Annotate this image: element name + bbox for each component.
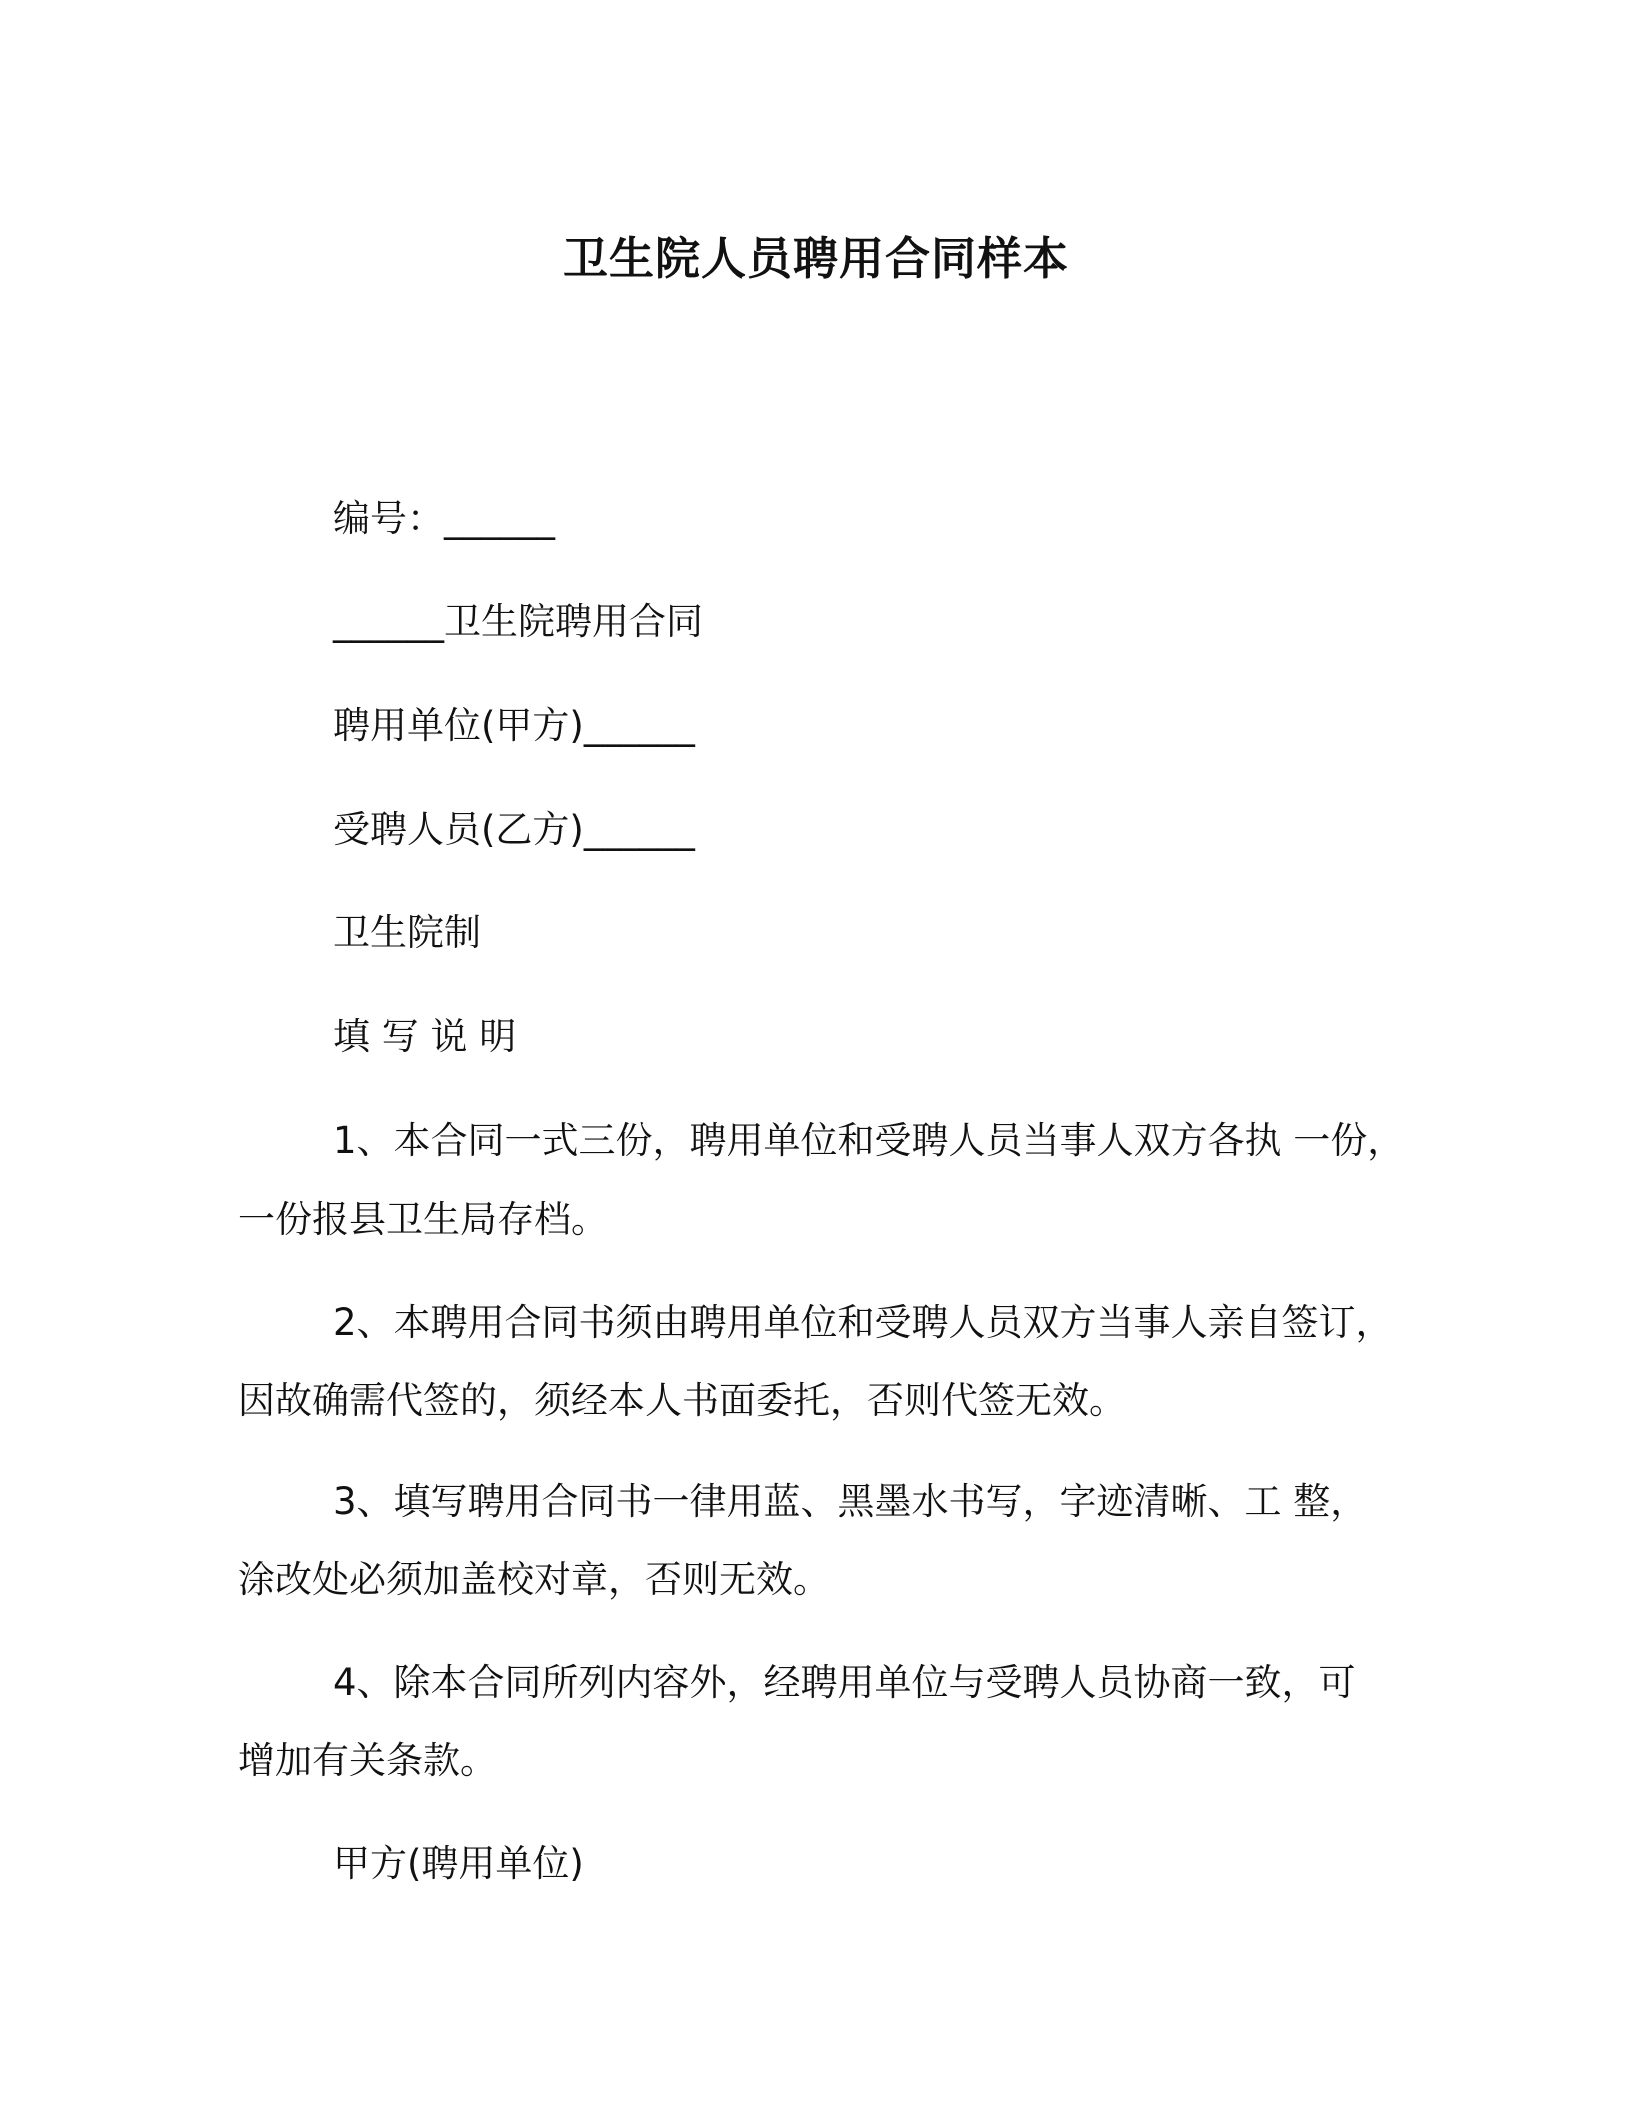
instruction-1-line-2: 一份报县卫生局存档。: [238, 1198, 608, 1241]
instruction-1-line-1: 1、本合同一式三份，聘用单位和受聘人员当事人双方各执 一份，: [333, 1119, 1405, 1162]
contract-name-field: ______卫生院聘用合同: [333, 600, 703, 643]
employee-field: 受聘人员(乙方)______: [333, 808, 695, 851]
instruction-4-line-1: 4、除本合同所列内容外，经聘用单位与受聘人员协商一致，可: [333, 1661, 1356, 1704]
contract-number-field: 编号：______: [333, 497, 555, 540]
instructions-heading: 填 写 说 明: [333, 1015, 517, 1058]
document-title: 卫生院人员聘用合同样本: [562, 232, 1069, 285]
issuer-label: 卫生院制: [333, 911, 481, 954]
instruction-2-line-2: 因故确需代签的，须经本人书面委托，否则代签无效。: [238, 1379, 1126, 1422]
instruction-3-line-1: 3、填写聘用合同书一律用蓝、黑墨水书写，字迹清晰、工 整，: [333, 1480, 1368, 1523]
instruction-3-line-2: 涂改处必须加盖校对章，否则无效。: [238, 1558, 830, 1601]
party-a-label: 甲方(聘用单位): [333, 1842, 584, 1885]
employer-field: 聘用单位(甲方)______: [333, 704, 695, 747]
instruction-4-line-2: 增加有关条款。: [238, 1739, 497, 1782]
instruction-2-line-1: 2、本聘用合同书须由聘用单位和受聘人员双方当事人亲自签订，: [333, 1301, 1393, 1344]
